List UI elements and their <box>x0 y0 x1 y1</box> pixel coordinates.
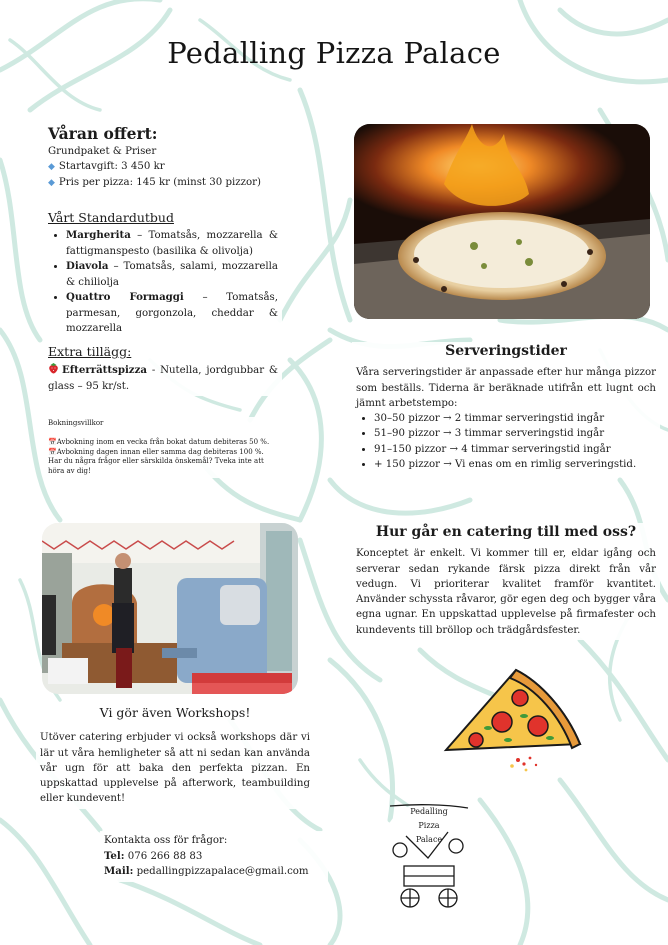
page-title: Pedalling Pizza Palace <box>167 36 501 70</box>
list-item: • Quattro Formaggi – Tomatsås, parmesan, gorgonzola, cheddar & mozzarella <box>66 290 278 337</box>
contact-email: Mail: pedallingpizzapalace@gmail.com <box>104 865 309 877</box>
list-item: • 51–90 pizzor → 3 timmar serveringstid ingår <box>374 426 656 441</box>
standard-heading: Vårt Standardutbud <box>48 210 174 225</box>
diamond-icon: ◆ <box>48 178 55 188</box>
contact-section <box>100 831 328 882</box>
booking-line: 📅Avbokning inom en vecka från bokat datum debiteras 50 %. <box>48 438 270 447</box>
offer-section <box>44 122 292 193</box>
logo-text-pizza: Pizza <box>418 821 440 830</box>
pizza-slice-illustration <box>438 664 584 776</box>
serving-list <box>356 411 656 472</box>
pizza-oven-photo <box>354 124 650 319</box>
workshop-section <box>36 703 314 809</box>
list-item: • Diavola – Tomatsås, salami, mozzarella & chiliolja <box>66 259 278 290</box>
booking-line: 📅Avbokning dagen innan eller samma dag debiteras 100 %. <box>48 447 264 456</box>
logo-text-palace: Palace <box>415 835 443 844</box>
calendar-icon: 📅 <box>48 447 57 456</box>
offer-heading: Våran offert: <box>48 124 158 143</box>
list-item: • + 150 pizzor → Vi enas om en rimlig serveringstid. <box>374 457 656 472</box>
booking-section <box>44 417 284 478</box>
list-item: • 30–50 pizzor → 2 timmar serveringstid ingår <box>374 411 656 426</box>
offer-item: ◆ Pris per pizza: 145 kr (minst 30 pizzor) <box>48 177 261 188</box>
pizza-van-photo <box>42 523 298 694</box>
standard-section <box>44 207 282 339</box>
workshop-body: Utöver catering erbjuder vi också workshops där vi lär ut våra hemligheter så att ni sedan kan använda vår ugn för att baka den perfekta pizzan. En uppskattad upplevelse på afterwork, teambuilding eller kundevent! <box>40 732 310 805</box>
workshop-heading: Vi gör även Workshops! <box>99 705 251 720</box>
contact-heading: Kontakta oss för frågor: <box>104 835 228 846</box>
booking-note: Har du några frågor eller särskilda önskemål? Tveka inte att höra av dig! <box>48 457 264 475</box>
serving-section <box>352 342 660 474</box>
list-item: • Margherita – Tomatsås, mozzarella & fattigmanspesto (basilika & olivolja) <box>66 228 278 259</box>
serving-intro: Våra serveringstider är anpassade efter hur många pizzor som beställs. Tiderna är beräknade utifrån ett lugnt och jämnt arbetstempo: <box>356 367 656 409</box>
extra-section <box>44 341 282 396</box>
logo <box>384 800 474 914</box>
diamond-icon: ◆ <box>48 162 55 172</box>
list-item: • 91–150 pizzor → 4 timmar serveringstid ingår <box>374 442 656 457</box>
catering-body: Konceptet är enkelt. Vi kommer till er, eldar igång och serverar sedan rykande färsk pizza direkt från vår vedugn. Vi prioriterar kvalitet framför kvantitet. Använder schyssta råvaror, gör egen deg och bygger våra egna ugnar. En uppskattad upplevelse på firmafester och kundevents till bröllop och trädgårdsfester. <box>356 548 656 636</box>
offer-subheading: Grundpaket & Priser <box>48 146 157 157</box>
booking-heading: Bokningsvillkor <box>48 419 104 427</box>
catering-heading: Hur går en catering till med oss? <box>375 524 637 540</box>
contact-phone: Tel: 076 266 88 83 <box>104 849 203 862</box>
calendar-icon: 📅 <box>48 438 57 447</box>
catering-section <box>352 523 660 640</box>
logo-text-pedalling: Pedalling <box>410 807 448 816</box>
serving-heading: Serveringstider <box>445 343 567 359</box>
extra-heading: Extra tillägg: <box>48 344 132 359</box>
extra-item: Efterrättspizza - Nutella, jordgubbar & glass – 95 kr/st. <box>48 364 278 392</box>
offer-item: ◆ Startavgift: 3 450 kr <box>48 161 165 172</box>
strawberry-icon <box>48 362 59 374</box>
pizza-list <box>48 228 278 337</box>
